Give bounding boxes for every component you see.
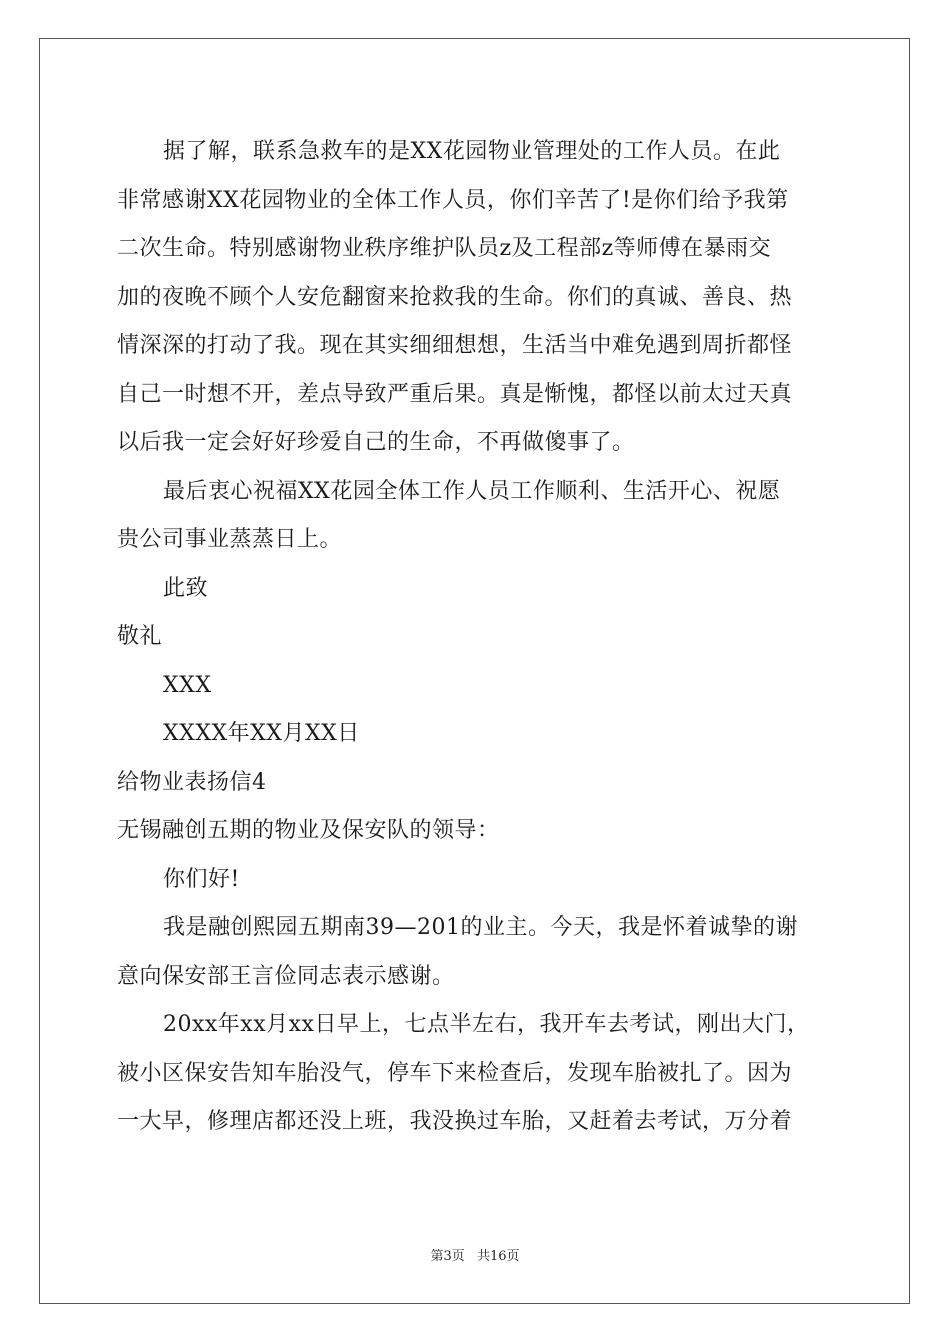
letter-recipient: 无锡融创五期的物业及保安队的领导： <box>117 818 500 843</box>
signature-name: XXX <box>163 672 212 698</box>
text-line: 我是融创熙园五期南39—201的业主。今天，我是怀着诚挚的谢 <box>163 915 798 940</box>
document-body <box>117 128 837 1147</box>
signature-date: XXXX年XX月XX日 <box>163 721 360 746</box>
text-line: 意向保安部王言俭同志表示感谢。 <box>117 963 455 989</box>
text-line: 自己一时想不开，差点导致严重后果。真是惭愧，都怪以前太过天真 <box>117 381 793 407</box>
section-heading: 给物业表扬信4 <box>117 769 267 795</box>
page-total: 共16页 <box>476 1249 520 1264</box>
text-line: 非常感谢XX花园物业的全体工作人员，你们辛苦了!是你们给予我第 <box>117 187 789 213</box>
text-line: 被小区保安告知车胎没气，停车下来检查后，发现车胎被扎了。因为 <box>117 1060 793 1086</box>
text-line: 贵公司事业蒸蒸日上。 <box>117 527 343 552</box>
letter-greeting: 你们好! <box>163 866 240 892</box>
page-number: 第3页 <box>430 1249 465 1264</box>
text-line: 情深深的打动了我。现在其实细细想想，生活当中难免遇到周折都怪 <box>117 333 793 358</box>
text-line: 据了解，联系急救车的是XX花园物业管理处的工作人员。在此 <box>163 139 781 164</box>
text-line: 最后衷心祝福XX花园全体工作人员工作顺利、生活开心、祝愿 <box>163 478 781 504</box>
closing-salutation: 此致 <box>163 575 209 601</box>
text-line: 加的夜晚不顾个人安危翻窗来抢救我的生命。你们的真诚、善良、热 <box>117 284 793 310</box>
text-line: 二次生命。特别感谢物业秩序维护队员z及工程部z等师傅在暴雨交 <box>117 236 772 261</box>
closing-regards: 敬礼 <box>117 624 163 649</box>
text-line: 20xx年xx月xx日早上，七点半左右，我开车去考试，刚出大门， <box>163 1012 810 1037</box>
text-line: 以后我一定会好好珍爱自己的生命，不再做傻事了。 <box>117 430 635 455</box>
text-line: 一大早，修理店都还没上班，我没换过车胎，又赶着去考试，万分着 <box>117 1109 793 1134</box>
page-footer <box>0 1245 950 1264</box>
